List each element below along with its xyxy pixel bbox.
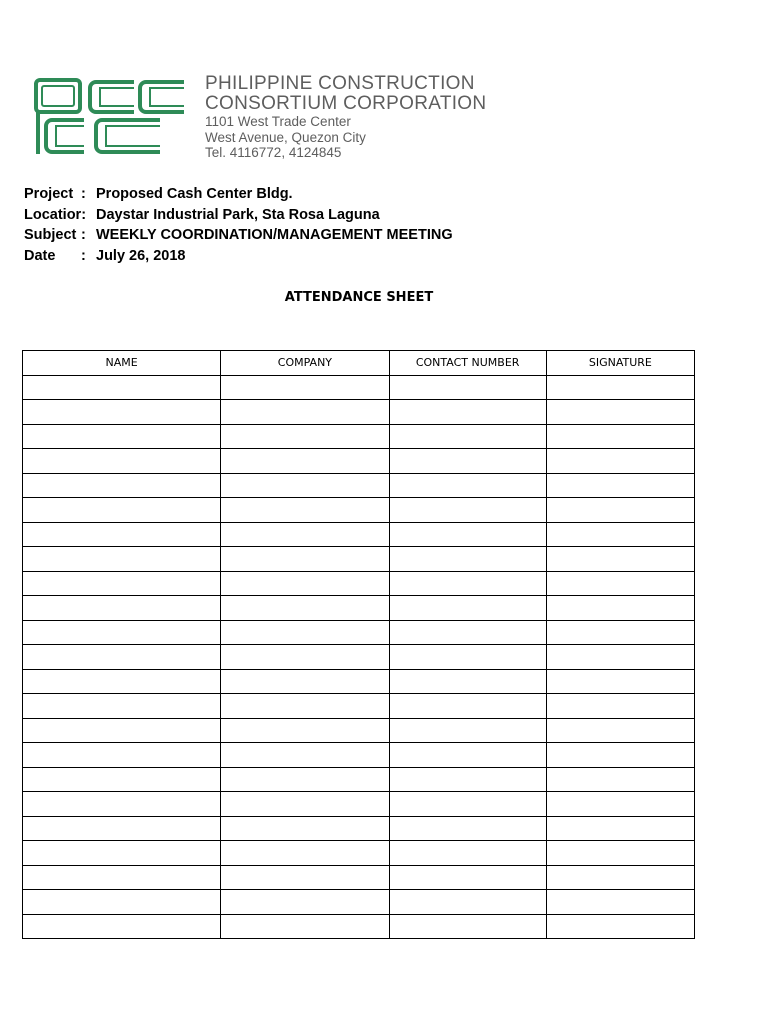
contact-cell[interactable] <box>389 890 546 915</box>
company-cell[interactable] <box>221 424 389 449</box>
contact-cell[interactable] <box>389 620 546 645</box>
signature-cell[interactable] <box>546 473 694 498</box>
company-cell[interactable] <box>221 792 389 817</box>
name-cell[interactable] <box>23 522 221 547</box>
table-row <box>23 498 695 523</box>
sheet-title: ATTENDANCE SHEET <box>284 290 434 305</box>
contact-cell[interactable] <box>389 718 546 743</box>
contact-cell[interactable] <box>389 841 546 866</box>
table-row <box>23 816 695 841</box>
name-cell[interactable] <box>23 816 221 841</box>
company-cell[interactable] <box>221 620 389 645</box>
name-cell[interactable] <box>23 571 221 596</box>
company-cell[interactable] <box>221 767 389 792</box>
location-label: Locatior: <box>24 206 87 223</box>
contact-cell[interactable] <box>389 449 546 474</box>
contact-cell[interactable] <box>389 743 546 768</box>
name-cell[interactable] <box>23 596 221 621</box>
table-row <box>23 890 695 915</box>
name-cell[interactable] <box>23 841 221 866</box>
date-sep: : <box>81 247 86 264</box>
company-cell[interactable] <box>221 914 389 939</box>
contact-cell[interactable] <box>389 375 546 400</box>
table-row <box>23 767 695 792</box>
company-cell[interactable] <box>221 694 389 719</box>
table-row <box>23 645 695 670</box>
table-row <box>23 620 695 645</box>
table-row <box>23 914 695 939</box>
company-cell[interactable] <box>221 473 389 498</box>
company-cell[interactable] <box>221 743 389 768</box>
signature-cell[interactable] <box>546 449 694 474</box>
company-cell[interactable] <box>221 449 389 474</box>
project-sep: : <box>81 186 86 202</box>
name-cell[interactable] <box>23 914 221 939</box>
signature-cell[interactable] <box>546 669 694 694</box>
project-label: Project <box>24 186 74 202</box>
company-name-line1: PHILIPPINE CONSTRUCTION <box>205 73 475 94</box>
company-name-line2: CONSORTIUM CORPORATION <box>205 93 487 114</box>
name-cell[interactable] <box>23 620 221 645</box>
table-row <box>23 473 695 498</box>
contact-cell[interactable] <box>389 816 546 841</box>
subject-label: Subject <box>24 227 77 243</box>
signature-cell[interactable] <box>546 767 694 792</box>
signature-cell[interactable] <box>546 645 694 670</box>
company-info <box>205 74 486 161</box>
company-cell[interactable] <box>221 400 389 425</box>
company-cell[interactable] <box>221 375 389 400</box>
table-row <box>23 669 695 694</box>
contact-cell[interactable] <box>389 767 546 792</box>
contact-cell[interactable] <box>389 596 546 621</box>
signature-cell[interactable] <box>546 841 694 866</box>
table-row <box>23 400 695 425</box>
name-cell[interactable] <box>23 473 221 498</box>
table-row <box>23 449 695 474</box>
attendance-table <box>22 350 695 939</box>
name-cell[interactable] <box>23 498 221 523</box>
signature-cell[interactable] <box>546 400 694 425</box>
location-value: Daystar Industrial Park, Sta Rosa Laguna <box>96 206 380 223</box>
company-cell[interactable] <box>221 890 389 915</box>
name-cell[interactable] <box>23 694 221 719</box>
subject-row <box>24 227 453 248</box>
signature-cell[interactable] <box>546 498 694 523</box>
contact-cell[interactable] <box>389 792 546 817</box>
project-row <box>24 186 453 207</box>
contact-cell[interactable] <box>389 571 546 596</box>
table-header-row <box>23 351 695 376</box>
name-cell[interactable] <box>23 400 221 425</box>
name-cell[interactable] <box>23 792 221 817</box>
signature-cell[interactable] <box>546 522 694 547</box>
table-row <box>23 547 695 572</box>
date-row <box>24 248 453 269</box>
signature-cell[interactable] <box>546 816 694 841</box>
name-cell[interactable] <box>23 718 221 743</box>
company-cell[interactable] <box>221 596 389 621</box>
attendance-body <box>23 375 695 939</box>
address-line2: West Avenue, Quezon City <box>205 129 366 145</box>
signature-cell[interactable] <box>546 375 694 400</box>
contact-cell[interactable] <box>389 865 546 890</box>
table-row <box>23 596 695 621</box>
table-row <box>23 865 695 890</box>
company-cell[interactable] <box>221 522 389 547</box>
company-cell[interactable] <box>221 718 389 743</box>
company-cell[interactable] <box>221 669 389 694</box>
table-row <box>23 694 695 719</box>
column-header-name: NAME <box>23 351 221 376</box>
contact-cell[interactable] <box>389 424 546 449</box>
signature-cell[interactable] <box>546 914 694 939</box>
name-cell[interactable] <box>23 767 221 792</box>
company-cell[interactable] <box>221 865 389 890</box>
company-logo <box>30 74 190 160</box>
signature-cell[interactable] <box>546 571 694 596</box>
column-header-signature: SIGNATURE <box>546 351 694 376</box>
name-cell[interactable] <box>23 890 221 915</box>
table-row <box>23 792 695 817</box>
date-value: July 26, 2018 <box>96 247 186 264</box>
contact-cell[interactable] <box>389 645 546 670</box>
table-row <box>23 841 695 866</box>
contact-cell[interactable] <box>389 400 546 425</box>
contact-cell[interactable] <box>389 694 546 719</box>
column-header-company: COMPANY <box>221 351 389 376</box>
contact-cell[interactable] <box>389 522 546 547</box>
company-cell[interactable] <box>221 571 389 596</box>
table-row <box>23 718 695 743</box>
contact-cell[interactable] <box>389 498 546 523</box>
signature-cell[interactable] <box>546 743 694 768</box>
subject-sep: : <box>81 227 86 243</box>
project-value: Proposed Cash Center Bldg. <box>96 186 293 202</box>
table-row <box>23 571 695 596</box>
signature-cell[interactable] <box>546 694 694 719</box>
contact-cell[interactable] <box>389 914 546 939</box>
column-header-contact: CONTACT NUMBER <box>389 351 546 376</box>
signature-cell[interactable] <box>546 424 694 449</box>
signature-cell[interactable] <box>546 865 694 890</box>
table-row <box>23 743 695 768</box>
date-label: Date <box>24 247 56 264</box>
contact-cell[interactable] <box>389 669 546 694</box>
address-line1: 1101 West Trade Center <box>205 114 351 129</box>
table-row <box>23 424 695 449</box>
name-cell[interactable] <box>23 743 221 768</box>
signature-cell[interactable] <box>546 718 694 743</box>
name-cell[interactable] <box>23 424 221 449</box>
name-cell[interactable] <box>23 669 221 694</box>
signature-cell[interactable] <box>546 890 694 915</box>
name-cell[interactable] <box>23 645 221 670</box>
meeting-details <box>24 186 453 268</box>
company-cell[interactable] <box>221 498 389 523</box>
signature-cell[interactable] <box>546 547 694 572</box>
company-cell[interactable] <box>221 841 389 866</box>
name-cell[interactable] <box>23 375 221 400</box>
name-cell[interactable] <box>23 547 221 572</box>
table-row <box>23 522 695 547</box>
table-row <box>23 375 695 400</box>
name-cell[interactable] <box>23 449 221 474</box>
phone-line: Tel. 4116772, 4124845 <box>205 145 342 160</box>
signature-cell[interactable] <box>546 620 694 645</box>
contact-cell[interactable] <box>389 473 546 498</box>
name-cell[interactable] <box>23 865 221 890</box>
subject-value: WEEKLY COORDINATION/MANAGEMENT MEETING <box>96 227 453 243</box>
company-cell[interactable] <box>221 816 389 841</box>
location-row <box>24 207 453 228</box>
contact-cell[interactable] <box>389 547 546 572</box>
signature-cell[interactable] <box>546 792 694 817</box>
company-cell[interactable] <box>221 645 389 670</box>
signature-cell[interactable] <box>546 596 694 621</box>
company-cell[interactable] <box>221 547 389 572</box>
